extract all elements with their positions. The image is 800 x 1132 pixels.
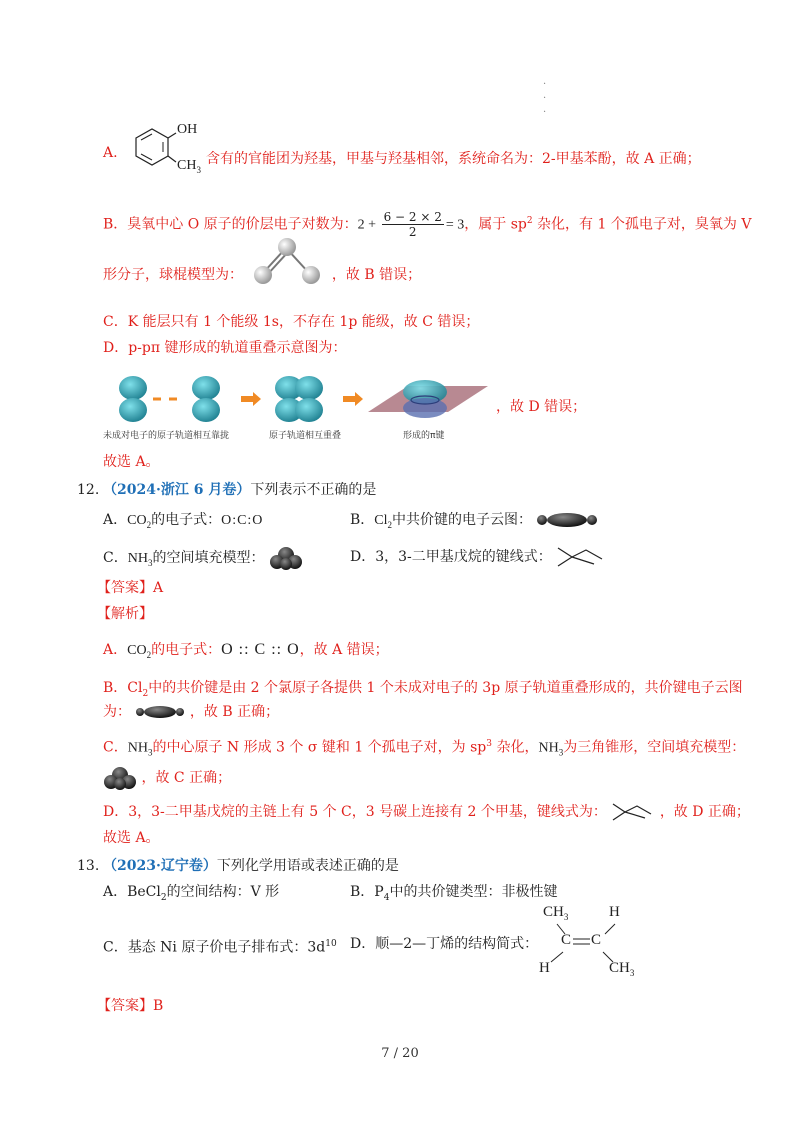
nh3-space-filling-icon xyxy=(269,546,303,570)
q13-option-d: D．顺—2—丁烯的结构简式： xyxy=(350,936,539,952)
co2-lewis-wrong: O:C:O xyxy=(221,513,264,528)
answer-line: 故选 A。 xyxy=(103,454,160,470)
q12-option-a: A．$CO_2$的电子式：O:C:O xyxy=(103,512,264,530)
q12-explanation-c1: C．$NH_3$的中心原子 N 形成 3 个 σ 键和 1 个孤电子对，为 $sp^3$ 杂化，$NH_3$为三角锥形，空间填充模型： xyxy=(103,739,746,758)
q12-explanation-d: D．3，3-二甲基戊烷的主链上有 5 个 C，3 号碳上连接有 2 个甲基，键线式为： ，故 D 正确； xyxy=(103,804,750,820)
q12-final: 故选 A。 xyxy=(103,830,160,846)
q12-explanation-b2: 为： ，故 B 正确； xyxy=(103,704,280,720)
struct-c-right: C xyxy=(591,932,602,948)
question-13-number: 13. xyxy=(77,858,100,874)
q13-option-b: B．$P_4$中的共价键类型：非极性键 xyxy=(350,884,558,903)
option-a-explanation: 含有的官能团为羟基，甲基与羟基相邻，系统命名为：2-甲基苯酚，故 A 正确； xyxy=(206,151,701,167)
q13-answer: 【答案】B xyxy=(97,998,164,1014)
caption-approach: 未成对电子的原子轨道相互靠拢 xyxy=(103,431,230,441)
cis-2-butene-structure xyxy=(533,902,653,986)
ozone-ball-stick-icon xyxy=(247,235,327,285)
q13-option-c: C．基态 Ni 原子价电子排布式：$3d^{10}$ xyxy=(103,939,337,956)
cl2-electron-cloud-icon-2 xyxy=(135,705,185,719)
option-b-explanation: B．臭氧中心 O 原子的价层电子对数为：2 + $\frac{6 - 2 \times 2}{2}$ = 3，属于 $sp^2$ 杂化，有 1 个孤电子对，臭氧为 V xyxy=(103,210,752,239)
struct-h-top: H xyxy=(609,904,620,920)
option-d-explanation: D．p-pπ 键形成的轨道重叠示意图为： xyxy=(103,340,347,356)
q12-option-d: D．3，3-二甲基戊烷的键线式： xyxy=(350,546,606,568)
cl2-electron-cloud-icon xyxy=(536,512,598,528)
struct-h-bottom: H xyxy=(539,960,550,976)
decorative-dots: · · · xyxy=(543,79,547,118)
q12-explanation-c2: ，故 C 正确； xyxy=(103,766,231,790)
option-a-label: A. xyxy=(103,145,118,161)
valence-fraction: $\frac{6 - 2 \times 2}{2}$ xyxy=(383,210,442,239)
orbital-overlap-icon xyxy=(103,372,493,428)
page-number: 7 / 20 xyxy=(381,1046,419,1061)
skeletal-formula-icon-2 xyxy=(611,802,655,822)
q12-explanation-a: A．$CO_2$的电子式：O :: C :: O，故 A 错误； xyxy=(103,641,389,660)
option-d-end: ，故 D 错误； xyxy=(496,399,587,415)
caption-pi-bond: 形成的π键 xyxy=(403,431,445,441)
struct-ch3-top: $CH_3$ xyxy=(543,904,569,922)
question-12-stem: （2024·浙江 6 月卷）下列表示不正确的是 xyxy=(103,482,377,498)
oh-label: OH xyxy=(177,122,198,137)
struct-ch3-bottom: $CH_3$ xyxy=(609,960,635,978)
q12-option-c: C．$NH_3$的空间填充模型： xyxy=(103,546,303,573)
co2-lewis-correct: O :: C :: O xyxy=(221,641,300,658)
q12-option-b: B．$Cl_2$中共价键的电子云图： xyxy=(350,510,598,535)
bond-lines-icon xyxy=(533,902,653,986)
ch3-label: $CH_3$ xyxy=(177,158,201,175)
caption-overlap: 原子轨道相互重叠 xyxy=(269,431,342,441)
methylphenol-structure xyxy=(122,118,210,180)
option-b-line2: 形分子，球棍模型为： ，故 B 错误； xyxy=(103,265,421,285)
q12-analysis: 【解析】 xyxy=(97,606,153,622)
p-p-pi-overlap-diagram xyxy=(103,372,493,442)
question-12-number: 12. xyxy=(77,482,100,498)
skeletal-formula-icon xyxy=(556,546,606,568)
option-c-explanation: C．K 能层只有 1 个能级 1s，不存在 1p 能级，故 C 错误； xyxy=(103,314,480,330)
question-13-stem: （2023·辽宁卷）下列化学用语或表述正确的是 xyxy=(103,858,399,874)
struct-c-left: C xyxy=(561,932,572,948)
q12-answer: 【答案】A xyxy=(97,580,164,596)
q13-option-a: A．BeCl$_2$的空间结构：V 形 xyxy=(103,884,280,903)
nh3-space-filling-icon-2 xyxy=(103,766,137,790)
q12-explanation-b1: B．$Cl_2$中的共价键是由 2 个氯原子各提供 1 个未成对电子的 3p 原子轨道重叠形成的，共价键电子云图 xyxy=(103,680,743,699)
